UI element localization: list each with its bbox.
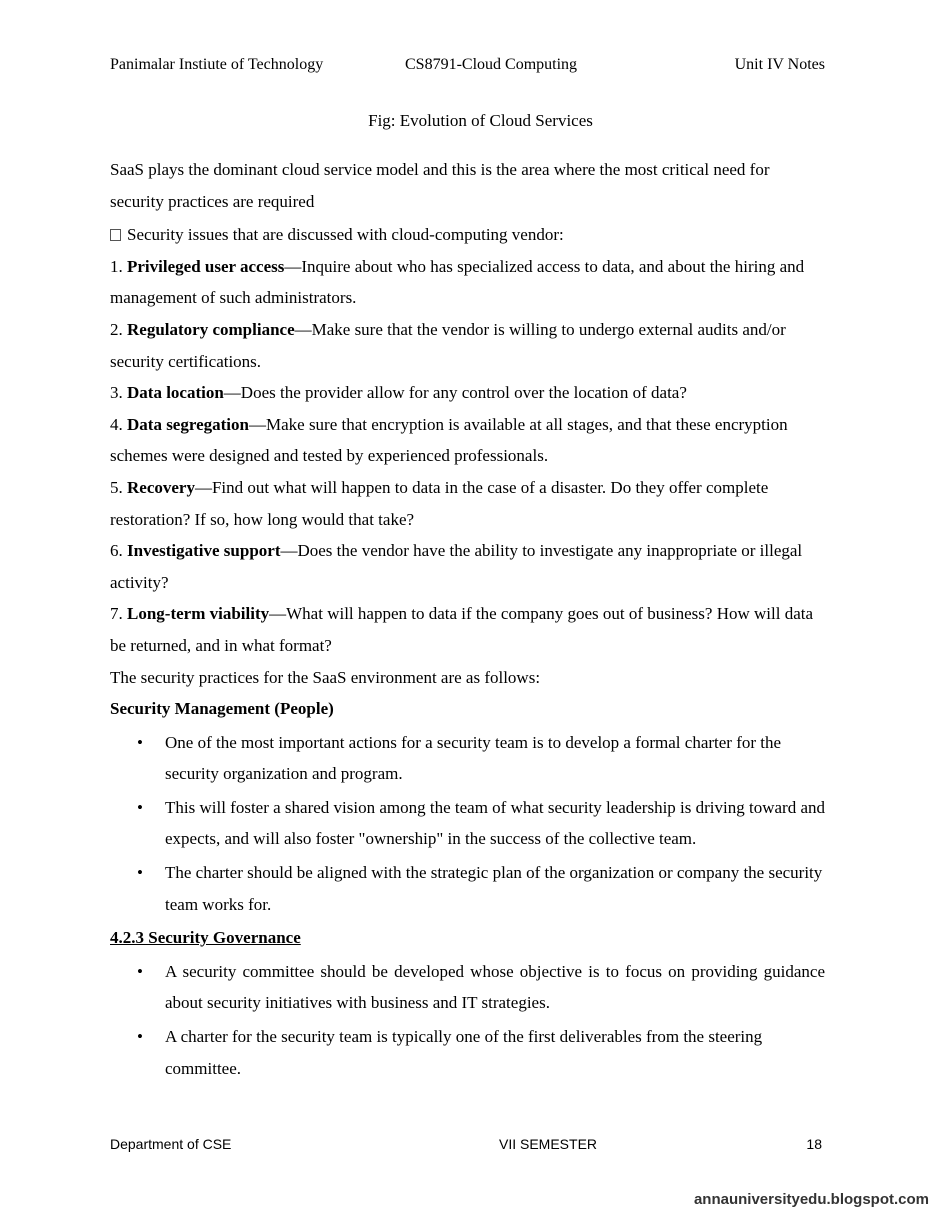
header-unit: Unit IV Notes (734, 56, 825, 73)
issue-number: 2. (110, 319, 127, 339)
issue-term: Investigative support (127, 541, 281, 561)
header-institute: Panimalar Instiute of Technology (110, 56, 324, 73)
issue-number: 4. (110, 414, 127, 434)
issue-text: —Does the vendor have the ability to investigate any inappropriate or illegal activity? (110, 541, 803, 592)
issue-item (110, 314, 825, 377)
watermark-url: annauniversityedu.blogspot.com (693, 1191, 929, 1208)
section-heading-people: Security Management (People) (110, 699, 334, 719)
checkbox-icon (110, 229, 121, 241)
bullet-item: • A charter for the security team is typically one of the first deliverables from the steering committee. (110, 1021, 825, 1084)
issue-item (110, 598, 825, 661)
issue-text: —What will happen to data if the company goes out of business? How will data be returned, and in what format? (110, 604, 814, 655)
document-body (110, 154, 825, 1086)
checklist-item (110, 219, 825, 251)
issue-number: 3. (110, 383, 127, 403)
governance-bullet-list (110, 956, 825, 1084)
intro-paragraph: SaaS plays the dominant cloud service model and this is the area where the most critical need for security practices are required (110, 160, 770, 211)
figure-caption: Fig: Evolution of Cloud Services (368, 111, 593, 130)
checklist-text: Security issues that are discussed with cloud-computing vendor: (127, 225, 564, 245)
page-footer (110, 1136, 822, 1156)
people-bullet-list (110, 727, 825, 921)
section-heading-governance: 4.2.3 Security Governance (110, 928, 301, 948)
issue-item (110, 472, 825, 535)
footer-semester: VII SEMESTER (499, 1136, 598, 1152)
header-course: CS8791-Cloud Computing (405, 56, 578, 73)
issue-text: —Does the provider allow for any control over the location of data? (223, 383, 687, 403)
issue-text: —Inquire about who has specialized access to data, and about the hiring and management of such administrators. (110, 256, 805, 308)
bullet-item: • A security committee should be developed whose objective is to focus on providing guidance about security initiatives with business and IT strategies. (110, 956, 825, 1019)
issue-term: Data location (127, 383, 224, 403)
issue-item (110, 535, 825, 598)
page-header (110, 56, 825, 76)
issue-text: —Make sure that the vendor is willing to undergo external audits and/or security certifications. (110, 319, 786, 371)
issue-item (110, 251, 825, 314)
bullet-item: • One of the most important actions for a security team is to develop a formal charter for the security organization and program. (110, 727, 825, 790)
issue-number: 7. (110, 604, 127, 624)
issues-list (110, 251, 825, 662)
bullet-item: • The charter should be aligned with the strategic plan of the organization or company the security team works for. (110, 857, 825, 920)
issue-term: Long-term viability (127, 604, 270, 624)
footer-department: Department of CSE (110, 1136, 232, 1152)
bullet-item: • This will foster a shared vision among the team of what security leadership is driving toward and expects, and will also foster "ownership" in the success of the collective team. (110, 792, 825, 855)
issue-number: 6. (110, 541, 127, 561)
issue-number: 1. (110, 256, 127, 276)
issue-text: —Find out what will happen to data in the case of a disaster. Do they offer complete restoration? If so, how long would that take? (110, 477, 769, 529)
issue-item (110, 377, 825, 409)
issue-term: Regulatory compliance (127, 319, 295, 339)
issue-number: 5. (110, 477, 127, 497)
issue-term: Recovery (127, 477, 195, 497)
issue-term: Privileged user access (127, 256, 285, 276)
issue-term: Data segregation (127, 414, 249, 434)
practices-intro: The security practices for the SaaS environment are as follows: (110, 667, 541, 687)
footer-page-number: 18 (806, 1136, 822, 1152)
issue-text: —Make sure that encryption is available at all stages, and that these encryption schemes were designed and tested by experienced professionals. (110, 414, 788, 466)
issue-item (110, 409, 825, 472)
